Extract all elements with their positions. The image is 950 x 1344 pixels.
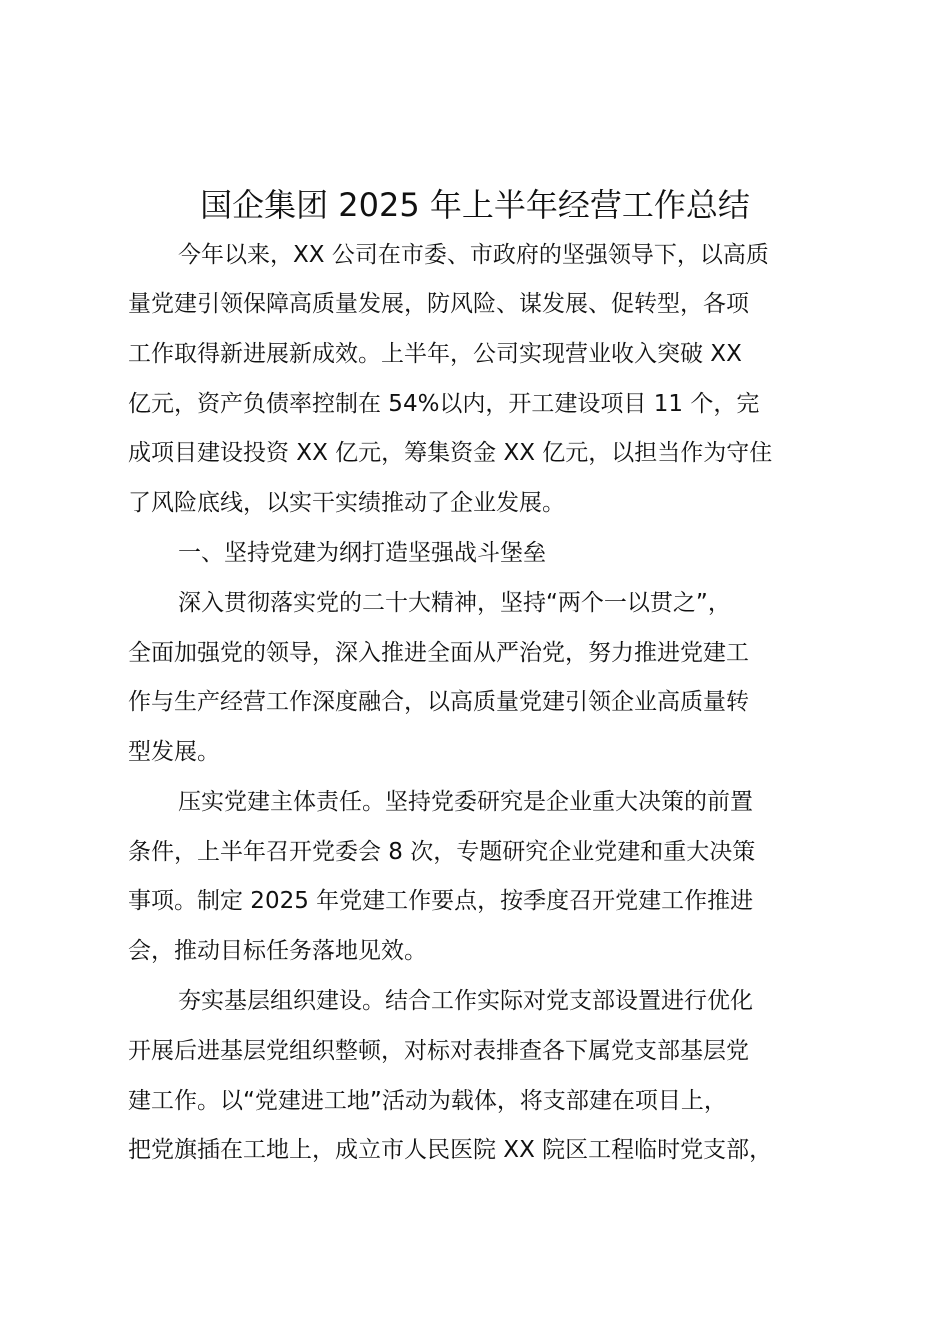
- document-title: 国企集团 2025 年上半年经营工作总结: [200, 186, 750, 224]
- paragraph-line: 全面加强党的领导，深入推进全面从严治党，努力推进党建工: [128, 640, 749, 666]
- paragraph-line: 亿元，资产负债率控制在 54%以内，开工建设项目 11 个，完: [128, 391, 760, 417]
- paragraph-line: 夯实基层组织建设。结合工作实际对党支部设置进行优化: [178, 988, 753, 1014]
- paragraph-line: 压实党建主体责任。坚持党委研究是企业重大决策的前置: [178, 789, 753, 815]
- paragraph-line: 作与生产经营工作深度融合，以高质量党建引领企业高质量转: [128, 689, 749, 715]
- paragraph-line: 条件，上半年召开党委会 8 次，专题研究企业党建和重大决策: [128, 839, 756, 865]
- paragraph-line: 成项目建设投资 XX 亿元，筹集资金 XX 亿元，以担当作为守住: [128, 440, 773, 466]
- paragraph-line: 深入贯彻落实党的二十大精神，坚持“两个一以贯之”，: [178, 590, 731, 616]
- paragraph-line: 工作取得新进展新成效。上半年，公司实现营业收入突破 XX: [128, 341, 742, 367]
- paragraph-line: 今年以来，XX 公司在市委、市政府的坚强领导下，以高质: [178, 242, 769, 268]
- paragraph-line: 建工作。以“党建进工地”活动为载体，将支部建在项目上，: [128, 1088, 727, 1114]
- paragraph-line: 把党旗插在工地上，成立市人民医院 XX 院区工程临时党支部，: [128, 1137, 773, 1163]
- paragraph-line: 会，推动目标任务落地见效。: [128, 938, 427, 964]
- paragraph-line: 了风险底线，以实干实绩推动了企业发展。: [128, 490, 565, 516]
- paragraph-line: 量党建引领保障高质量发展，防风险、谋发展、促转型，各项: [128, 291, 749, 317]
- section-heading: 一、坚持党建为纲打造坚强战斗堡垒: [178, 540, 546, 566]
- paragraph-line: 事项。制定 2025 年党建工作要点，按季度召开党建工作推进: [128, 888, 754, 914]
- paragraph-line: 开展后进基层党组织整顿，对标对表排查各下属党支部基层党: [128, 1038, 749, 1064]
- paragraph-line: 型发展。: [128, 739, 220, 765]
